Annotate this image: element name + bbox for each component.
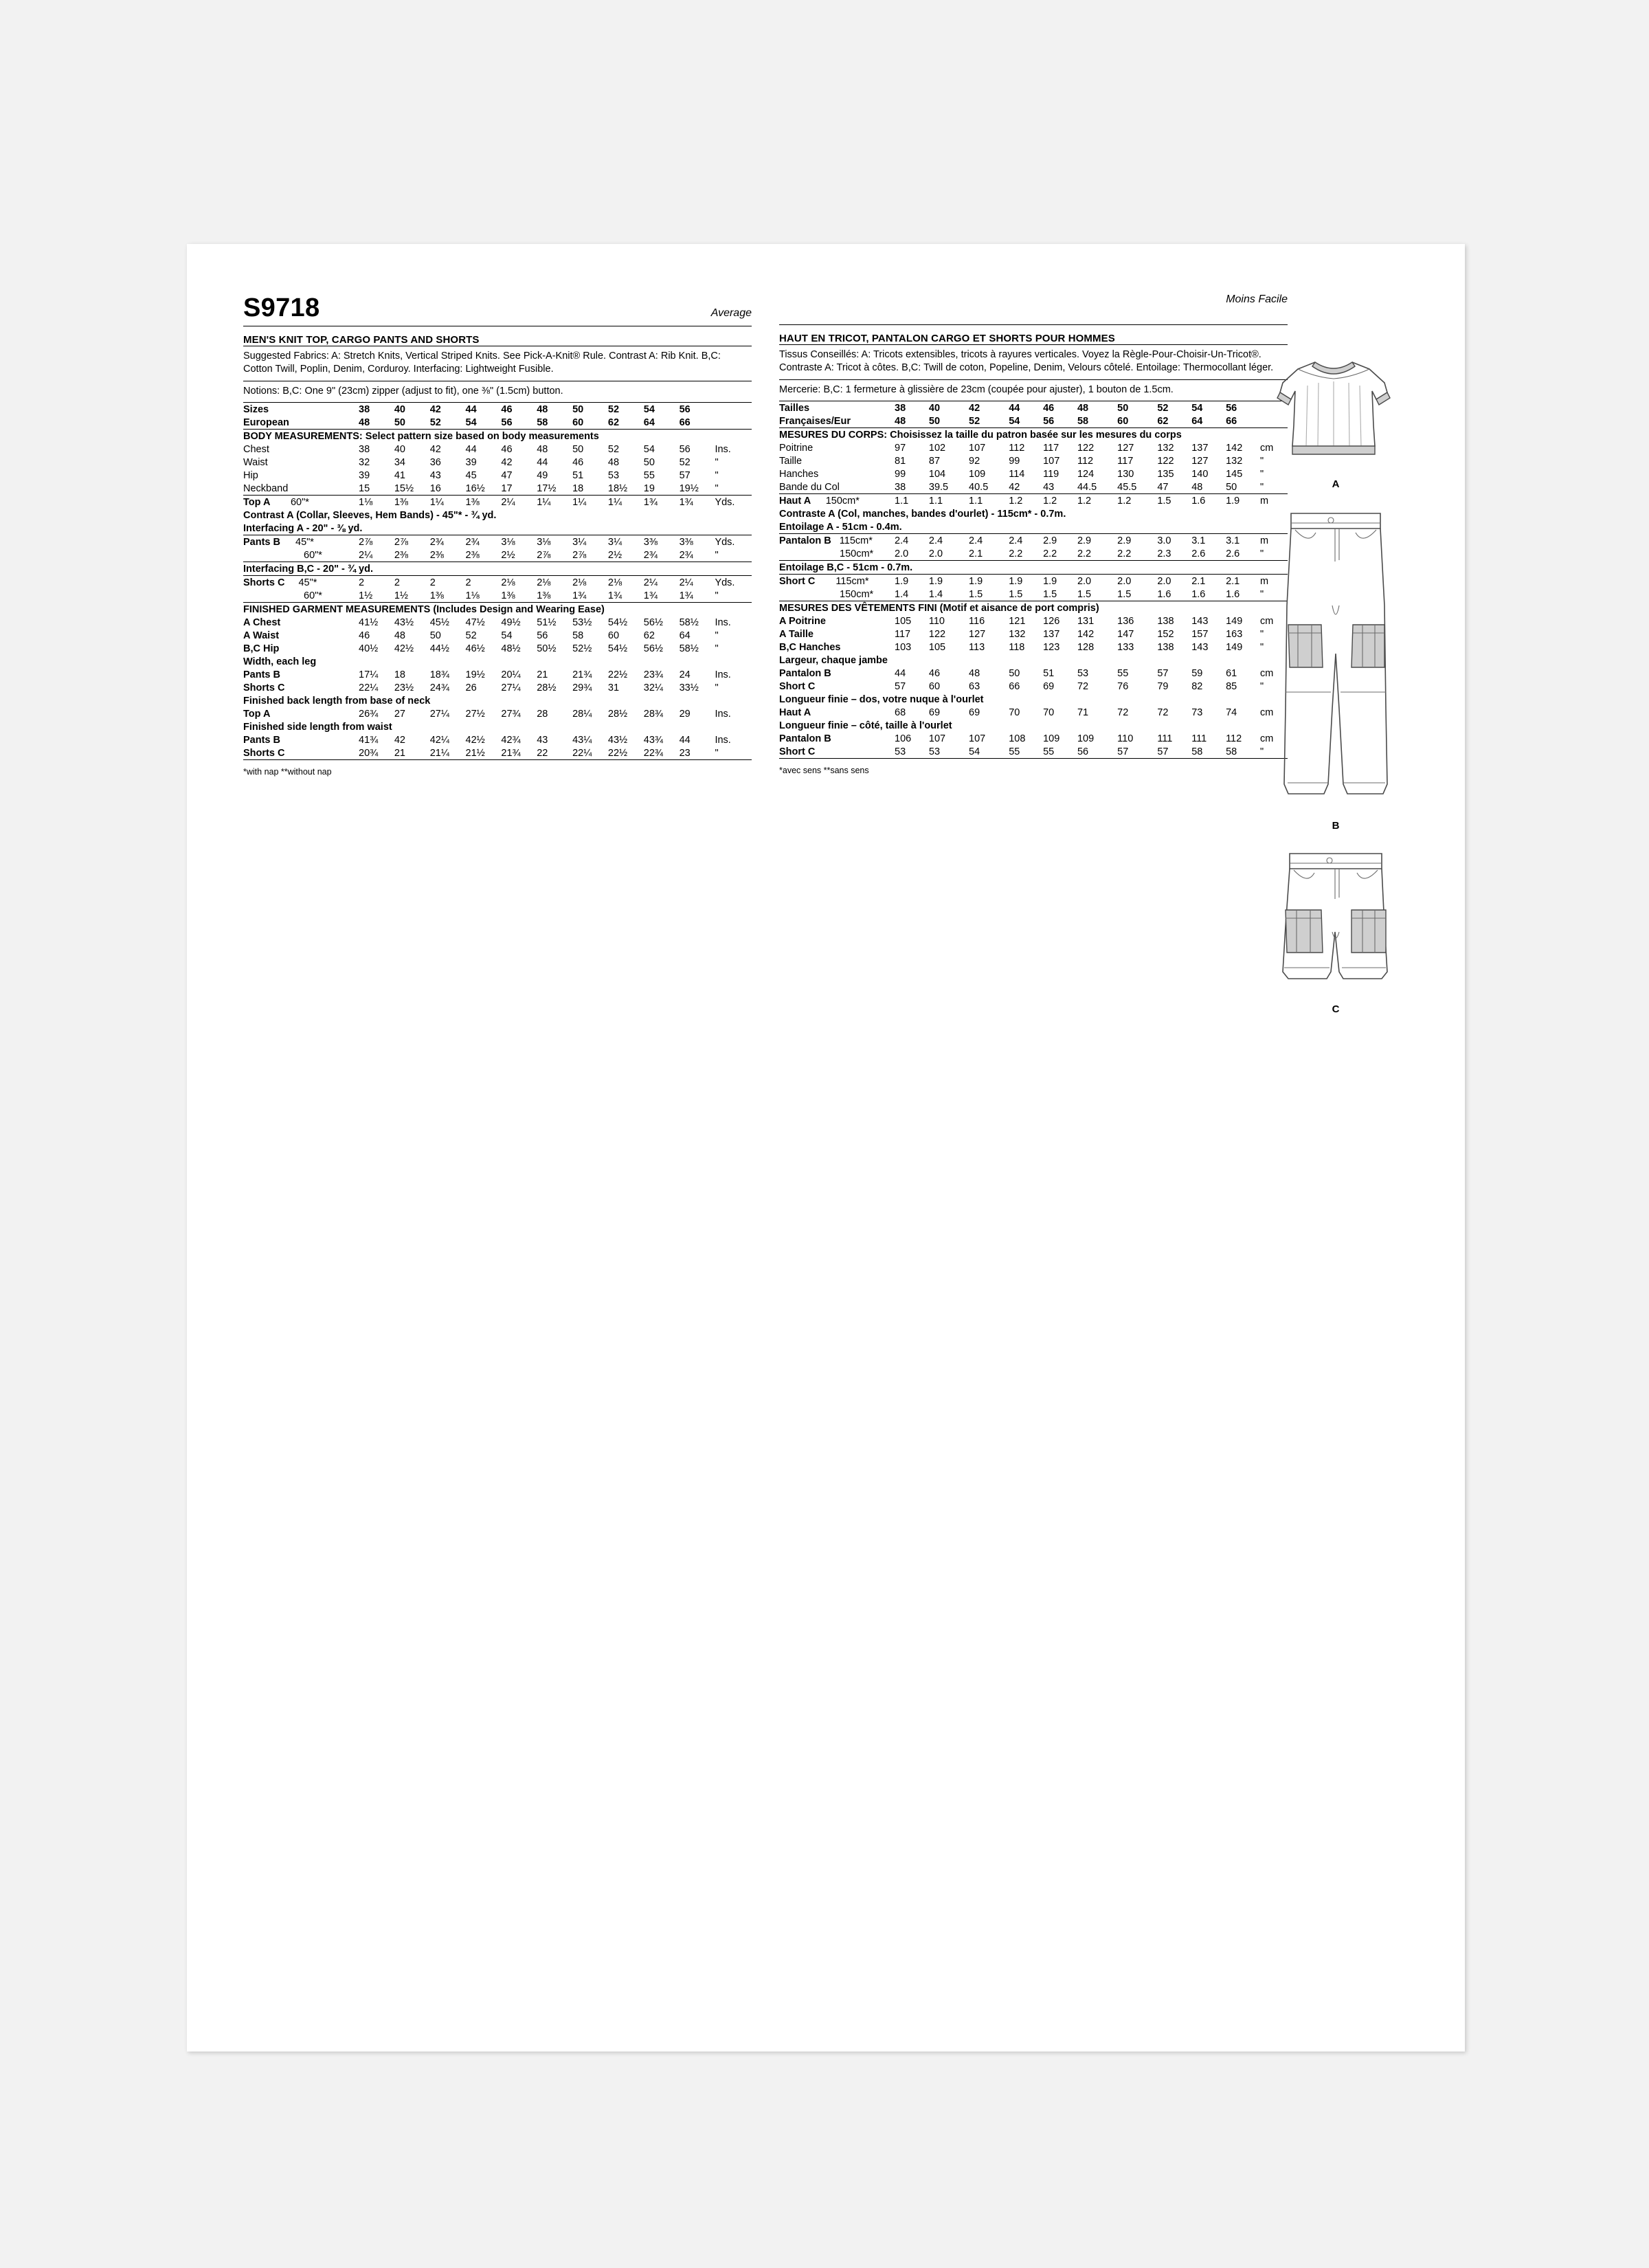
row-label bbox=[243, 589, 359, 602]
row-label: Bande du Col bbox=[779, 481, 840, 493]
row-label: Short C bbox=[779, 680, 816, 692]
table-row: Short C 53 53 54 55 55 56 57 57 58 58 " bbox=[779, 746, 1264, 757]
euro-cell: 60 bbox=[572, 416, 584, 428]
interfacing-a-note-en: Interfacing A - 20" - ⅜ yd. bbox=[243, 522, 363, 534]
view-c-figure bbox=[1233, 844, 1439, 1015]
finished-measurements-head-fr: MESURES DES VÊTEMENTS FINI (Motif et aisance de port compris) bbox=[779, 602, 1099, 614]
european-row-fr: Françaises/Eur 48 50 52 54 56 58 60 62 64 66 bbox=[779, 415, 1237, 427]
table-row: Haut A 150cm* 1.1 1.1 1.1 1.2 1.2 1.2 1.2 1.5 1.6 1.9 m bbox=[779, 495, 1269, 507]
table-row: Pants B 41¾ 42 42¼ 42½ 42¾ 43 43¼ 43½ 43¾ 44 Ins. bbox=[243, 734, 731, 746]
row-label: B,C Hanches bbox=[779, 641, 841, 653]
fabric-width: 60"* bbox=[290, 496, 309, 508]
row-label: Neckband bbox=[243, 482, 289, 494]
fabric-width: 60"* bbox=[304, 549, 322, 561]
note-row bbox=[243, 522, 752, 535]
size-cell: 40 bbox=[394, 403, 405, 415]
table-row: 60"* 1½ 1½ 1⅜ 1⅛ 1⅜ 1⅜ 1¾ 1¾ 1¾ 1¾ " bbox=[243, 589, 752, 602]
european-row bbox=[243, 416, 752, 429]
row-label: A Chest bbox=[243, 616, 281, 628]
table-row: A Chest 41½ 43½ 45½ 47½ 49½ 51½ 53½ 54½ 56½ 58½ Ins. bbox=[243, 616, 731, 628]
body-measurements-head-row-fr bbox=[779, 428, 1288, 441]
row-label: Haut A bbox=[779, 707, 811, 718]
fabric-width: 45"* bbox=[295, 536, 314, 548]
table-row: Chest 38 40 42 44 46 48 50 52 54 56 Ins. bbox=[243, 443, 731, 455]
row-label: Pants B 45"* bbox=[243, 536, 314, 548]
size-cell: 46 bbox=[501, 403, 513, 415]
pattern-number: S9718 bbox=[243, 293, 320, 322]
row-label: Shorts C 45"* bbox=[243, 577, 317, 588]
european-label-fr: Françaises/Eur bbox=[779, 415, 851, 427]
row-label: Short C bbox=[779, 746, 816, 757]
row-label bbox=[243, 548, 359, 562]
subhead-row bbox=[243, 655, 752, 668]
table-row: 150cm* 2.0 2.0 2.1 2.2 2.2 2.2 2.2 2.3 2.6 2.6 " bbox=[779, 547, 1288, 560]
row-label: Pantalon B bbox=[779, 667, 831, 679]
table-row: Neckband 15 15½ 16 16½ 17 17½ 18 18½ 19 19½ " bbox=[243, 482, 719, 494]
row-label: Chest bbox=[243, 443, 269, 455]
suggested-fabrics-fr: Tissus Conseillés: A: Tricots extensibles, tricots à rayures verticales. Voyez la Règle-Pour-Choisir-Un-Tricot®. Contraste A: Tricot à côtes. B,C: Twill de coton, Popeline, Denim, Velours côtelé. Entoilage: Thermocollant léger. bbox=[779, 349, 1274, 374]
finished-head-row-fr bbox=[779, 601, 1288, 614]
row-label: Poitrine bbox=[779, 442, 814, 454]
width-each-leg-head-fr: Largeur, chaque jambe bbox=[779, 654, 888, 666]
subhead-row bbox=[243, 720, 752, 733]
cargo-pants-line-drawing bbox=[1250, 502, 1422, 819]
row-label: Shorts C bbox=[243, 682, 285, 693]
subhead-row bbox=[243, 694, 752, 707]
size-cell: 42 bbox=[429, 403, 441, 415]
row-label: Pants B bbox=[243, 669, 280, 680]
size-cell: 38 bbox=[359, 403, 370, 415]
table-row: Hanches 99 104 109 114 119 124 130 135 140 145 " bbox=[779, 468, 1264, 480]
fabric-width: 115cm* bbox=[839, 535, 873, 546]
side-length-head-en: Finished side length from waist bbox=[243, 721, 392, 733]
table-row: 150cm* 1.4 1.4 1.5 1.5 1.5 1.5 1.5 1.6 1.6 1.6 " bbox=[779, 588, 1288, 601]
garment-title-en: MEN'S KNIT TOP, CARGO PANTS AND SHORTS bbox=[243, 334, 480, 346]
euro-cell: 58 bbox=[537, 416, 548, 428]
table-row: Pants B 45"* 2⅞ 2⅞ 2¾ 2¾ 3⅛ 3⅛ 3¼ 3¼ 3⅜ 3⅜ Yds. bbox=[243, 536, 735, 548]
fabric-width: 45"* bbox=[298, 577, 317, 588]
row-label: Pantalon B bbox=[779, 733, 831, 744]
note-row bbox=[779, 520, 1288, 533]
measurements-table-fr bbox=[779, 401, 1288, 759]
fabric-width: 60"* bbox=[304, 590, 322, 601]
interfacing-a-note-fr: Entoilage A - 51cm - 0.4m. bbox=[779, 521, 902, 533]
french-header bbox=[779, 293, 1288, 306]
view-b-figure bbox=[1233, 502, 1439, 832]
row-label: Hip bbox=[243, 469, 258, 481]
header-divider-fr bbox=[779, 324, 1288, 325]
footnote-en: *with nap **without nap bbox=[243, 767, 332, 777]
garment-title-fr: HAUT EN TRICOT, PANTALON CARGO ET SHORTS POUR HOMMES bbox=[779, 333, 1115, 344]
row-label bbox=[779, 588, 895, 601]
body-measurements-head-en: BODY MEASUREMENTS: Select pattern size based on body measurements bbox=[243, 430, 599, 442]
table-row: A Poitrine 105 110 116 121 126 131 136 138 143 149 cm bbox=[779, 615, 1274, 627]
english-column bbox=[243, 293, 752, 777]
table-row: Top A 26¾ 27 27¼ 27½ 27¾ 28 28¼ 28½ 28¾ 29 Ins. bbox=[243, 708, 731, 720]
subhead-row bbox=[779, 693, 1288, 706]
footnote-fr: *avec sens **sans sens bbox=[779, 766, 869, 776]
sheet-content bbox=[243, 293, 1411, 1015]
measurements-table-en bbox=[243, 403, 752, 760]
subhead-row bbox=[779, 719, 1288, 732]
title-divider-fr bbox=[779, 344, 1288, 345]
fabric-width: 150cm* bbox=[840, 588, 874, 600]
row-label bbox=[779, 547, 895, 560]
fabric-width: 150cm* bbox=[840, 548, 874, 559]
view-b-label: B bbox=[1332, 820, 1340, 832]
row-label: Waist bbox=[243, 456, 268, 468]
back-length-head-en: Finished back length from base of neck bbox=[243, 695, 431, 707]
side-length-head-fr: Longueur finie – côté, taille à l'ourlet bbox=[779, 720, 952, 731]
size-cell: 50 bbox=[572, 403, 584, 415]
contrast-note-fr: Contraste A (Col, manches, bandes d'ourlet) - 115cm* - 0.7m. bbox=[779, 508, 1066, 520]
table-row: Shorts C 45"* 2 2 2 2 2⅛ 2⅛ 2⅛ 2⅛ 2¼ 2¼ Yds. bbox=[243, 577, 735, 588]
cargo-shorts-line-drawing bbox=[1250, 844, 1422, 1002]
knit-top-line-drawing bbox=[1250, 343, 1422, 477]
table-row: Taille 81 87 92 99 107 112 117 122 127 132 " bbox=[779, 455, 1264, 467]
subhead-row bbox=[779, 654, 1288, 667]
sizes-row-fr: Tailles 38 40 42 44 46 48 50 52 54 56 bbox=[779, 402, 1237, 414]
view-c-label: C bbox=[1332, 1003, 1340, 1015]
table-row: Bande du Col 38 39.5 40.5 42 43 44.5 45.5 47 48 50 " bbox=[779, 481, 1264, 493]
difficulty-level-en: Average bbox=[710, 307, 752, 319]
table-row: Waist 32 34 36 39 42 44 46 48 50 52 " bbox=[243, 456, 719, 468]
table-row: Pantalon B 106 107 107 108 109 109 110 111 111 112 cm bbox=[779, 733, 1274, 744]
notions-en: Notions: B,C: One 9" (23cm) zipper (adjust to fit), one ⅜" (1.5cm) button. bbox=[243, 386, 563, 397]
table-row: Shorts C 22¼ 23½ 24¾ 26 27¼ 28½ 29¾ 31 32¼ 33½ " bbox=[243, 682, 719, 693]
finished-head-row bbox=[243, 603, 752, 616]
sizes-label-fr: Tailles bbox=[779, 402, 810, 414]
row-label: Hanches bbox=[779, 468, 819, 480]
row-label: A Poitrine bbox=[779, 615, 826, 627]
view-a-figure bbox=[1233, 343, 1439, 490]
suggested-fabrics-en: Suggested Fabrics: A: Stretch Knits, Vertical Striped Knits. See Pick-A-Knit® Rule. Contrast A: Rib Knit. B,C: Cotton Twill, Poplin, Denim, Corduroy. Interfacing: Lightweight Fusible. bbox=[243, 351, 721, 375]
table-row: Short C 57 60 63 66 69 72 76 79 82 85 " bbox=[779, 680, 1264, 692]
notions-fr: Mercerie: B,C: 1 fermeture à glissière de 23cm (coupée pour ajuster), 1 bouton de 1.5cm. bbox=[779, 384, 1174, 396]
size-cell: 48 bbox=[537, 403, 548, 415]
table-row: B,C Hanches 103 105 113 118 123 128 133 138 143 149 " bbox=[779, 641, 1264, 653]
row-label: Pants B bbox=[243, 734, 280, 746]
table-row: Pantalon B 44 46 48 50 51 53 55 57 59 61 cm bbox=[779, 667, 1274, 679]
difficulty-level-fr: Moins Facile bbox=[1226, 293, 1288, 305]
note-row bbox=[779, 561, 1288, 574]
row-label: Shorts C bbox=[243, 747, 285, 759]
french-column bbox=[779, 293, 1288, 777]
euro-cell: 52 bbox=[429, 416, 441, 428]
euro-cell: 62 bbox=[607, 416, 620, 428]
size-cell: 54 bbox=[643, 403, 655, 415]
row-label: Haut A 150cm* bbox=[779, 495, 860, 507]
size-cell: 52 bbox=[607, 403, 620, 415]
table-row: Hip 39 41 43 45 47 49 51 53 55 57 " bbox=[243, 469, 719, 481]
table-row: Shorts C 20¾ 21 21¼ 21½ 21¾ 22 22¼ 22½ 22¾ 23 " bbox=[243, 747, 719, 759]
size-cell: 56 bbox=[679, 403, 691, 415]
table-row: Pants B 17¼ 18 18¾ 19½ 20¼ 21 21¾ 22½ 23¾ 24 Ins. bbox=[243, 669, 731, 680]
table-row: A Waist 46 48 50 52 54 56 58 60 62 64 " bbox=[243, 630, 719, 641]
finished-measurements-head-en: FINISHED GARMENT MEASUREMENTS (Includes Design and Wearing Ease) bbox=[243, 603, 605, 615]
note-row bbox=[243, 562, 752, 575]
row-label: Taille bbox=[779, 455, 803, 467]
note-row bbox=[779, 507, 1288, 520]
table-row: A Taille 117 122 127 132 137 142 147 152 157 163 " bbox=[779, 628, 1264, 640]
illustration-column bbox=[1233, 343, 1439, 1027]
sizes-label: Sizes bbox=[243, 403, 269, 415]
pattern-instruction-sheet bbox=[187, 244, 1465, 2052]
row-label: Top A bbox=[243, 708, 271, 720]
table-row: B,C Hip 40½ 42½ 44½ 46½ 48½ 50½ 52½ 54½ 56½ 58½ " bbox=[243, 643, 719, 654]
euro-cell: 48 bbox=[359, 416, 370, 428]
row-label: A Taille bbox=[779, 628, 814, 640]
row-label: B,C Hip bbox=[243, 643, 280, 654]
contrast-note-en: Contrast A (Collar, Sleeves, Hem Bands) - 45"* - ¾ yd. bbox=[243, 509, 497, 521]
interfacing-bc-note-fr: Entoilage B,C - 51cm - 0.7m. bbox=[779, 562, 913, 573]
row-label: Pantalon B 115cm* bbox=[779, 535, 873, 546]
body-measurements-head-row bbox=[243, 430, 752, 443]
table-row: Poitrine 97 102 107 112 117 122 127 132 137 142 cm bbox=[779, 442, 1274, 454]
english-header bbox=[243, 293, 752, 323]
european-label: European bbox=[243, 416, 289, 428]
view-a-label: A bbox=[1332, 478, 1340, 490]
sizes-row bbox=[243, 403, 752, 416]
row-label: Short C 115cm* bbox=[779, 575, 869, 587]
back-length-head-fr: Longueur finie – dos, votre nuque à l'ourlet bbox=[779, 693, 984, 705]
fabric-width: 150cm* bbox=[825, 495, 860, 507]
table-row: Top A 60"* 1⅛ 1⅜ 1¼ 1⅜ 2¼ 1¼ 1¼ 1¼ 1¾ 1¾ Yds. bbox=[243, 496, 735, 508]
euro-cell: 56 bbox=[501, 416, 513, 428]
euro-cell: 66 bbox=[679, 416, 691, 428]
euro-cell: 54 bbox=[465, 416, 477, 428]
euro-cell: 50 bbox=[394, 416, 405, 428]
width-each-leg-head-en: Width, each leg bbox=[243, 656, 317, 667]
fabric-width: 115cm* bbox=[835, 575, 869, 587]
table-row: Haut A 68 69 69 70 70 71 72 72 73 74 cm bbox=[779, 707, 1274, 718]
note-row bbox=[243, 509, 752, 522]
body-measurements-head-fr: MESURES DU CORPS: Choisissez la taille du patron basée sur les mesures du corps bbox=[779, 429, 1182, 441]
fabrics-divider-fr bbox=[779, 379, 1288, 380]
row-label: A Waist bbox=[243, 630, 280, 641]
row-label: Top A 60"* bbox=[243, 496, 309, 508]
euro-cell: 64 bbox=[643, 416, 655, 428]
size-cell: 44 bbox=[465, 403, 477, 415]
table-row: Short C 115cm* 1.9 1.9 1.9 1.9 1.9 2.0 2.0 2.0 2.1 2.1 m bbox=[779, 575, 1269, 587]
interfacing-bc-note-en: Interfacing B,C - 20" - ¾ yd. bbox=[243, 563, 373, 575]
table-row: Pantalon B 115cm* 2.4 2.4 2.4 2.4 2.9 2.9 2.9 3.0 3.1 3.1 m bbox=[779, 535, 1269, 546]
table-row: 60"* 2¼ 2⅜ 2⅜ 2⅜ 2½ 2⅞ 2⅞ 2½ 2¾ 2¾ " bbox=[243, 548, 752, 562]
